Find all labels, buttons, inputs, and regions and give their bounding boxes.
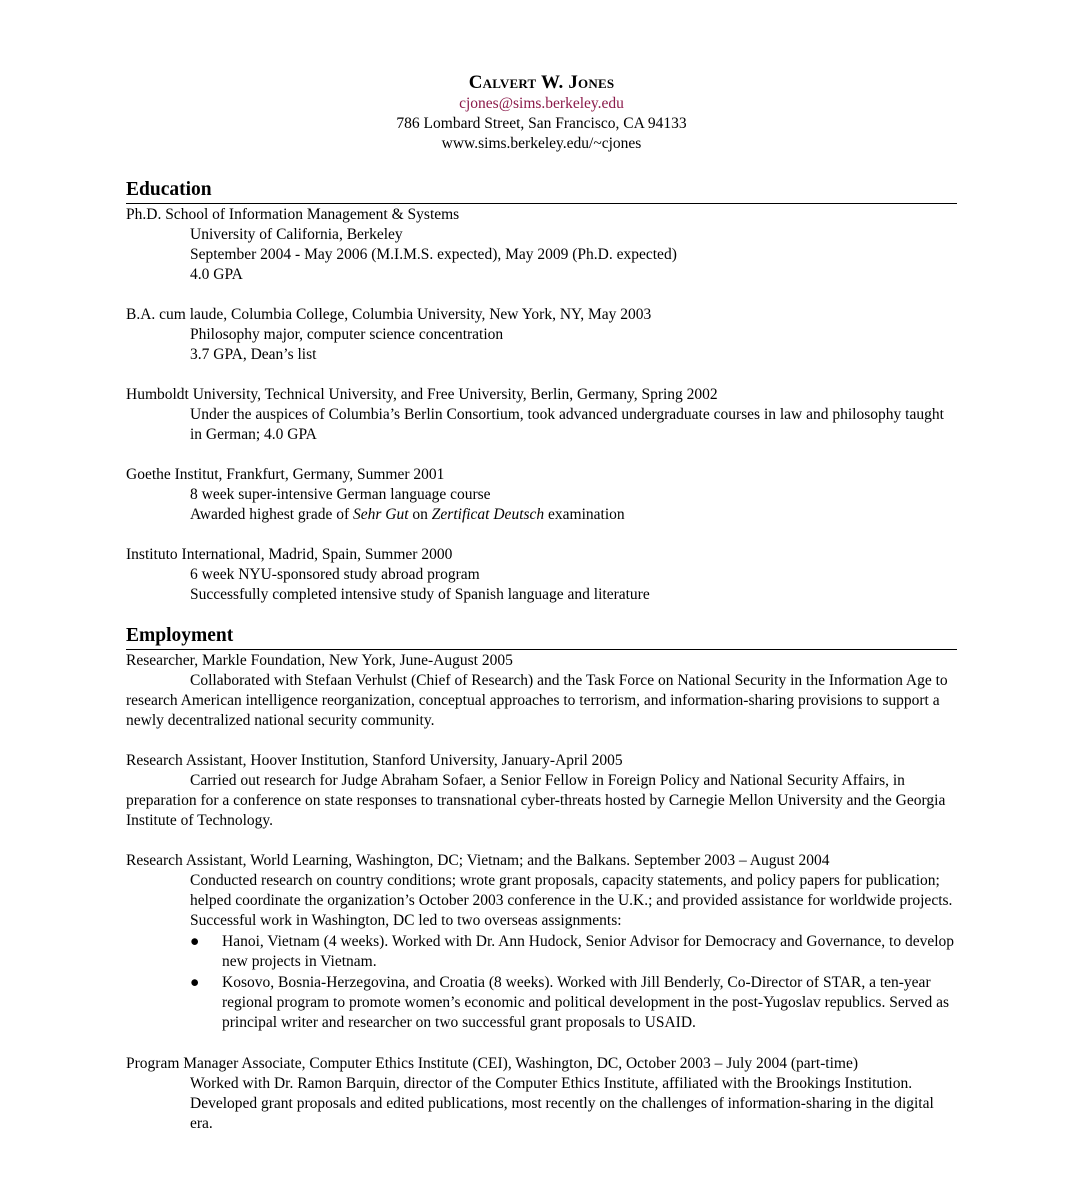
award-text: Awarded highest grade of <box>190 506 353 523</box>
entry-heading: B.A. cum laude, Columbia College, Columbia University, New York, NY, May 2003 <box>126 306 652 323</box>
resume-header <box>126 73 957 154</box>
entry-paragraph: Collaborated with Stefaan Verhulst (Chief of Research) and the Task Force on National Security in the Information Age to research American intelligence reorganization, conceptual approaches to terrorism, and information-sharing provisions to support a newly decentralized national security community. <box>126 672 948 729</box>
entry-paragraph: Conducted research on country conditions; wrote grant proposals, capacity statements, and policy papers for publication; helped coordinate the organization’s October 2003 conference in the U.K.; and provided assistance for worldwide projects. Successful work in Washington, DC led to two overseas assignments: <box>190 872 953 929</box>
award-text: examination <box>544 506 625 523</box>
employment-entry-cei <box>126 1054 957 1134</box>
entry-detail: 6 week NYU-sponsored study abroad program <box>190 566 480 583</box>
list-item: ● Kosovo, Bosnia-Herzegovina, and Croatia (8 weeks). Worked with Jill Benderly, Co-Director of STAR, a ten-year regional program to promote women’s economic and political development in the post-Yugoslav republics. Served as principal writer and researcher on two successful grant proposals to USAID. <box>190 974 950 1031</box>
bullet-icon: ● <box>190 974 200 991</box>
education-entry-goethe <box>126 465 957 525</box>
entry-paragraph: Under the auspices of Columbia’s Berlin Consortium, took advanced undergraduate courses in law and philosophy taught in German; 4.0 GPA <box>190 406 944 443</box>
assignment-list <box>126 932 957 1033</box>
award-text: on <box>408 506 432 523</box>
education-entry-ba <box>126 305 957 365</box>
street-address: 786 Lombard Street, San Francisco, CA 94133 <box>396 115 687 132</box>
entry-heading: Goethe Institut, Frankfurt, Germany, Summer 2001 <box>126 466 445 483</box>
education-entry-madrid <box>126 545 957 605</box>
entry-paragraph: Carried out research for Judge Abraham Sofaer, a Senior Fellow in Foreign Policy and National Security Affairs, in preparation for a conference on state responses to transnational cyber-threats hosted by Carnegie Mellon University and the Georgia Institute of Technology. <box>126 772 946 829</box>
employment-entry-hoover <box>126 751 957 831</box>
entry-detail: 3.7 GPA, Dean’s list <box>190 346 317 363</box>
employment-entry-world-learning <box>126 851 957 1033</box>
entry-heading: Research Assistant, Hoover Institution, Stanford University, January-April 2005 <box>126 752 623 769</box>
award-certificate: Zertificat Deutsch <box>431 506 545 523</box>
entry-heading: Researcher, Markle Foundation, New York, June-August 2005 <box>126 652 513 669</box>
website-url: www.sims.berkeley.edu/~cjones <box>441 135 642 152</box>
email-address: cjones@sims.berkeley.edu <box>459 95 624 112</box>
entry-detail: University of California, Berkeley <box>190 226 403 243</box>
award-grade: Sehr Gut <box>353 506 409 523</box>
education-entry-berlin <box>126 385 957 445</box>
bullet-icon: ● <box>190 933 200 950</box>
section-title-employment: Employment <box>126 625 957 650</box>
entry-heading: Ph.D. School of Information Management & Systems <box>126 206 460 223</box>
entry-detail: 8 week super-intensive German language course <box>190 486 491 503</box>
entry-detail: September 2004 - May 2006 (M.I.M.S. expected), May 2009 (Ph.D. expected) <box>190 246 677 263</box>
applicant-name: Calvert W. Jones <box>468 72 615 93</box>
entry-detail: 4.0 GPA <box>190 266 243 283</box>
entry-heading: Humboldt University, Technical University, and Free University, Berlin, Germany, Spring 2002 <box>126 386 718 403</box>
entry-detail: Successfully completed intensive study of Spanish language and literature <box>190 586 650 603</box>
education-entry-phd <box>126 205 957 285</box>
resume-page <box>126 73 957 1134</box>
entry-detail: Philosophy major, computer science concentration <box>190 326 504 343</box>
entry-heading: Program Manager Associate, Computer Ethics Institute (CEI), Washington, DC, October 2003 – July 2004 (part-time) <box>126 1055 858 1072</box>
entry-award <box>126 505 957 525</box>
employment-entry-markle <box>126 651 957 731</box>
section-title-education: Education <box>126 179 957 204</box>
entry-heading: Research Assistant, World Learning, Washington, DC; Vietnam; and the Balkans. September 2003 – August 2004 <box>126 852 830 869</box>
entry-heading: Instituto International, Madrid, Spain, Summer 2000 <box>126 546 453 563</box>
list-item: ● Hanoi, Vietnam (4 weeks). Worked with Dr. Ann Hudock, Senior Advisor for Democracy and Governance, to develop new projects in Vietnam. <box>190 933 955 970</box>
entry-paragraph: Worked with Dr. Ramon Barquin, director of the Computer Ethics Institute, affiliated with the Brookings Institution. Developed grant proposals and edited publications, most recently on the challenges of information-sharing in the digital era. <box>190 1075 934 1132</box>
